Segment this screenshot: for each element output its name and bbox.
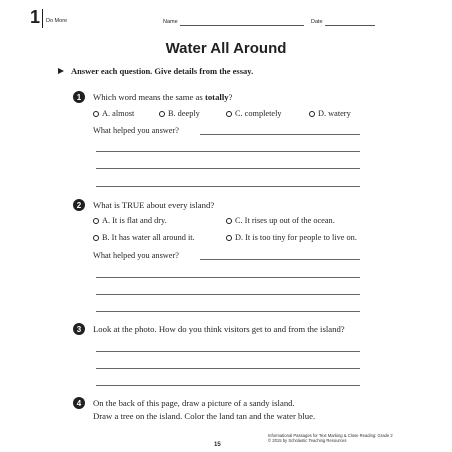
answer-line[interactable] (96, 294, 360, 295)
question-2-text: What is TRUE about every island? (93, 200, 215, 210)
credit-line (268, 433, 393, 443)
arrow-icon (58, 68, 64, 74)
date-line (325, 25, 375, 26)
date-label: Date (311, 19, 323, 25)
answer-line[interactable] (96, 151, 360, 152)
instructions-row (58, 66, 253, 76)
question-1-option-d[interactable]: D. watery (309, 109, 351, 118)
radio-icon[interactable] (309, 111, 315, 117)
unit-label: Do More (46, 18, 68, 24)
question-number-3: 3 (73, 323, 85, 335)
credit-line-1: Informational Passages for Text Marking & Close Reading: Grade 2 (268, 433, 393, 438)
instructions-text: Answer each question. Give details from the essay. (71, 66, 254, 76)
question-number-1: 1 (73, 91, 85, 103)
question-1-prompt: What helped you answer? (93, 126, 179, 135)
answer-line[interactable] (96, 311, 360, 312)
unit-number: 1 (30, 7, 41, 27)
credit-line-2: © 2015 by Scholastic Teaching Resources (268, 438, 347, 443)
radio-icon[interactable] (93, 235, 99, 241)
answer-line[interactable] (200, 259, 360, 260)
page-number: 15 (214, 442, 221, 448)
question-3-text: Look at the photo. How do you think visitors get to and from the island? (93, 324, 345, 334)
answer-line[interactable] (96, 186, 360, 187)
radio-icon[interactable] (226, 218, 232, 224)
page-title: Water All Around (165, 40, 287, 57)
radio-icon[interactable] (226, 111, 232, 117)
question-2-prompt: What helped you answer? (93, 251, 179, 260)
answer-line[interactable] (96, 351, 360, 352)
name-label: Name (163, 19, 178, 25)
radio-icon[interactable] (93, 111, 99, 117)
question-2-option-c[interactable]: C. It rises up out of the ocean. (226, 216, 335, 225)
unit-divider (42, 9, 43, 28)
question-1-option-c[interactable]: C. completely (226, 109, 282, 118)
answer-line[interactable] (96, 385, 360, 386)
question-2-option-a[interactable]: A. It is flat and dry. (93, 216, 167, 225)
question-4-text-line2: Draw a tree on the island. Color the land tan and the water blue. (93, 411, 316, 421)
question-2-option-d[interactable]: D. It is too tiny for people to live on. (226, 233, 357, 242)
question-1-text: Which word means the same as totally? (93, 92, 233, 102)
question-4-text-line1: On the back of this page, draw a picture of a sandy island. (93, 398, 295, 408)
answer-line[interactable] (96, 168, 360, 169)
answer-line[interactable] (200, 134, 360, 135)
question-2-option-b[interactable]: B. It has water all around it. (93, 233, 195, 242)
radio-icon[interactable] (93, 218, 99, 224)
radio-icon[interactable] (226, 235, 232, 241)
question-number-4: 4 (73, 397, 85, 409)
question-1-option-a[interactable]: A. almost (93, 109, 134, 118)
radio-icon[interactable] (159, 111, 165, 117)
answer-line[interactable] (96, 368, 360, 369)
question-1-option-b[interactable]: B. deeply (159, 109, 200, 118)
question-number-2: 2 (73, 199, 85, 211)
answer-line[interactable] (96, 277, 360, 278)
name-line (180, 25, 304, 26)
